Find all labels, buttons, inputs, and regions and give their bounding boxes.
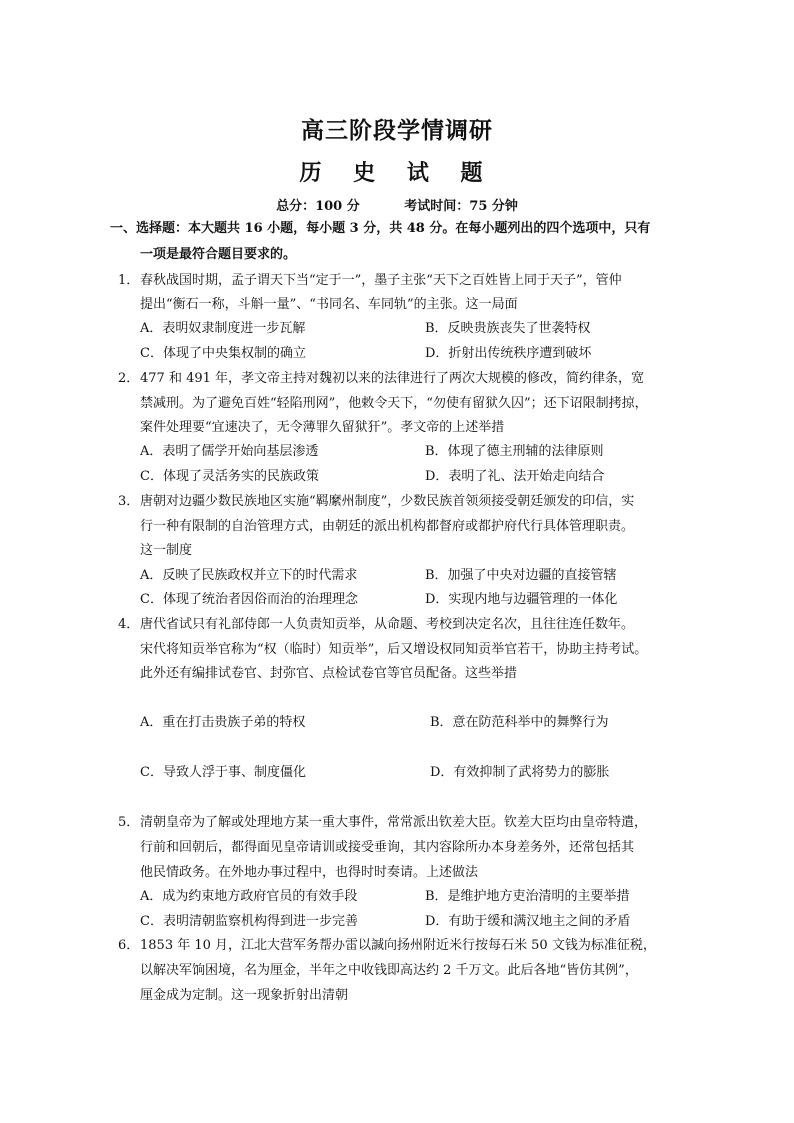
question-5-number: 5． <box>118 815 140 830</box>
total-score: 总分：100 分 <box>276 199 360 214</box>
question-4-line-2: 宋代将知贡举官称为“权（临时）知贡举”，后又增设权同知贡举官若干，协助主持考试。 <box>140 642 648 657</box>
exam-time: 考试时间：75 分钟 <box>404 199 518 214</box>
question-4-option-b[interactable]: B．意在防范科举中的舞弊行为 <box>430 715 609 730</box>
exam-title: 高三阶段学情调研 <box>301 117 493 144</box>
question-2-option-a[interactable]: A．表明了儒学开始向基层渗透 <box>140 444 319 459</box>
question-6-line-2: 以解决军饷困境，名为厘金，半年之中收钱即高达约 2 千万文。此后各地“皆仿其例”， <box>140 963 638 978</box>
question-1-option-a[interactable]: A．表明奴隶制度进一步瓦解 <box>140 321 306 336</box>
question-4-option-d[interactable]: D．有效抑制了武将势力的膨胀 <box>430 765 610 780</box>
question-5-line-3: 他民情政务。在外地办事过程中，也得时时奏请。上述做法 <box>140 865 479 880</box>
question-2-option-b[interactable]: B．体现了德主刑辅的法律原则 <box>425 444 604 459</box>
question-5-line-2: 行前和回朝后，都得面见皇帝请训或接受垂询，其内容除所办本身差务外，还常包括其 <box>140 840 635 855</box>
question-3-line-1: 唐朝对边疆少数民族地区实施“羁縻州制度”，少数民族首领须接受朝廷颁发的印信，实 <box>140 494 635 509</box>
question-5-option-d[interactable]: D．有助于缓和满汉地主之间的矛盾 <box>425 914 631 929</box>
question-2-option-c[interactable]: C．体现了灵活务实的民族政策 <box>140 469 319 484</box>
question-1-option-c[interactable]: C．体现了中央集权制的确立 <box>140 346 306 361</box>
question-5-line-1: 清朝皇帝为了解或处理地方某一重大事件，常常派出钦差大臣。钦差大臣均由皇帝特遣， <box>140 815 648 830</box>
question-2-number: 2． <box>118 371 140 386</box>
question-5-option-a[interactable]: A．成为约束地方政府官员的有效手段 <box>140 889 358 904</box>
question-6-line-3: 厘金成为定制。这一现象折射出清朝 <box>140 988 349 1003</box>
question-2-line-1: 477 和 491 年，孝文帝主持对魏初以来的法律进行了两次大规模的修改，简约律条，宽 <box>140 371 645 386</box>
question-3-line-3: 这一制度 <box>140 543 193 558</box>
question-4-line-1: 唐代省试只有礼部侍郎一人负责知贡举，从命题、考校到决定名次，且往往连任数年。 <box>140 617 635 632</box>
question-3-line-2: 行一种有限制的自治管理方式，由朝廷的派出机构都督府或都护府代行具体管理职责。 <box>140 519 635 534</box>
question-3-option-a[interactable]: A．反映了民族政权并立下的时代需求 <box>140 568 358 583</box>
question-1-option-d[interactable]: D．折射出传统秩序遭到破坏 <box>425 346 592 361</box>
question-4-option-c[interactable]: C．导致人浮于事、制度僵化 <box>140 765 306 780</box>
question-3-option-b[interactable]: B．加强了中央对边疆的直接管辖 <box>425 568 617 583</box>
question-4-number: 4． <box>118 617 140 632</box>
question-3-option-c[interactable]: C．体现了统治者因俗而治的治理理念 <box>140 592 358 607</box>
question-1-number: 1． <box>118 273 140 288</box>
question-6-number: 6． <box>118 938 140 953</box>
question-5-option-b[interactable]: B．是维护地方吏治清明的主要举措 <box>425 889 630 904</box>
question-6-line-1: 1853 年 10 月，江北大营军务帮办雷以諴向扬州附近米行按每石米 50 文钱为标准征税， <box>140 938 656 953</box>
exam-meta <box>0 195 794 214</box>
section-instruction-line-1: 一、选择题：本大题共 16 小题，每小题 3 分，共 48 分。在每小题列出的四个选项中，只有 <box>110 221 651 236</box>
subject-title: 历 史 试 题 <box>299 160 495 186</box>
question-3-option-d[interactable]: D．实现内地与边疆管理的一体化 <box>425 592 618 607</box>
question-5-option-c[interactable]: C．表明清朝监察机构得到进一步完善 <box>140 914 358 929</box>
question-2-line-2: 禁减刑。为了避免百姓“轻陷刑网”，他敕令天下，“勿使有留狱久囚”；还下诏限制拷掠， <box>140 396 648 411</box>
question-1-line-1: 春秋战国时期，孟子谓天下当“定于一”，墨子主张“天下之百姓皆上同于天子”，管仲 <box>140 273 622 288</box>
question-1-line-2: 提出“衡石一称，斗斛一量”、“书同名、车同轨”的主张。这一局面 <box>140 297 518 312</box>
question-4-line-3: 此外还有编排试卷官、封弥官、点检试卷官等官员配备。这些举措 <box>140 666 518 681</box>
question-2-option-d[interactable]: D．表明了礼、法开始走向结合 <box>425 469 605 484</box>
question-1-option-b[interactable]: B．反映贵族丧失了世袭特权 <box>425 321 591 336</box>
question-4-option-a[interactable]: A．重在打击贵族子弟的特权 <box>140 715 306 730</box>
section-instruction-line-2: 一项是最符合题目要求的。 <box>140 247 297 262</box>
question-3-number: 3． <box>118 494 140 509</box>
question-2-line-3: 案件处理要“宜速决了，无令薄罪久留狱犴”。孝文帝的上述举措 <box>140 420 505 435</box>
